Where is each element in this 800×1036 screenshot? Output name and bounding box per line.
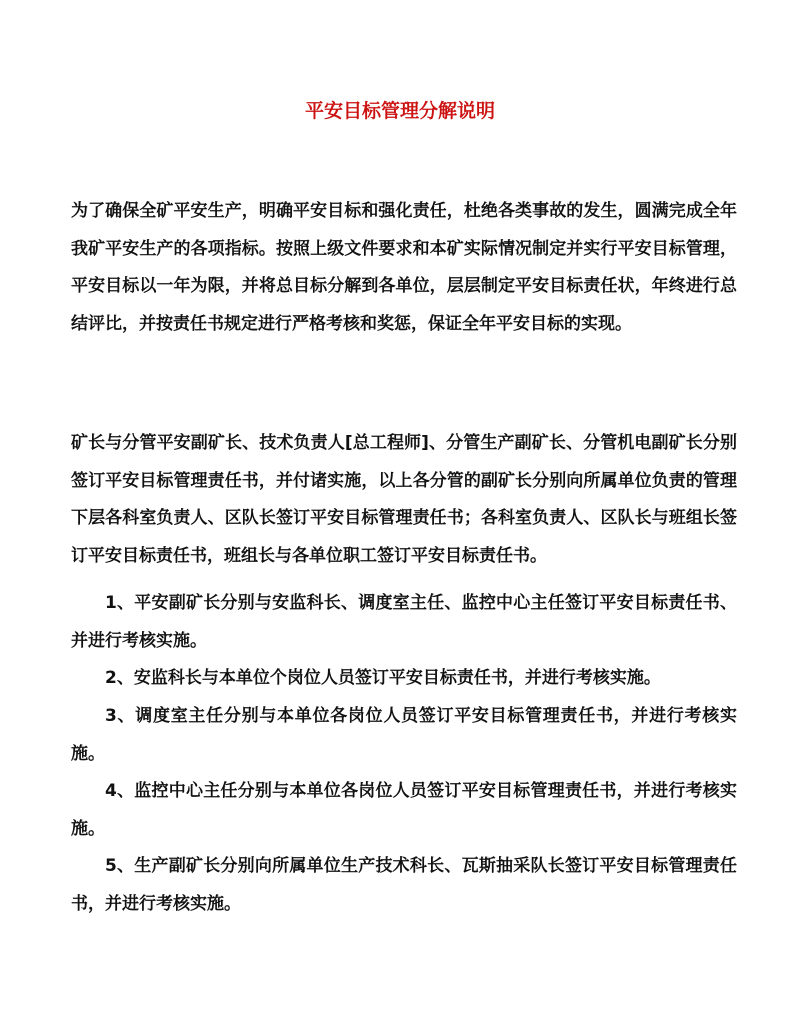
list-item: 3、调度室主任分别与本单位各岗位人员签订平安目标管理责任书，并进行考核实施。 (71, 706, 737, 764)
document-title: 平安目标管理分解说明 (304, 100, 495, 122)
list-item: 4、监控中心主任分别与本单位各岗位人员签订平安目标管理责任书，并进行考核实施。 (71, 781, 737, 839)
responsibility-paragraph: 矿长与分管平安副矿长、技术负责人[总工程师]、分管生产副矿长、分管机电副矿长分别签订平安目标管理责任书，并付诸实施，以上各分管的副矿长分别向所属单位负责的管理下层各科室负责人、区队长签订平安目标管理责任书；各科室负责人、区队长与班组长签订平安目标责任书，班组长与各单位职工签订平安目标责任书。 (71, 433, 737, 566)
list-item: 1、平安副矿长分别与安监科长、调度室主任、监控中心主任签订平安目标责任书、并进行考核实施。 (71, 593, 737, 651)
list-item: 5、生产副矿长分别向所属单位生产技术科长、瓦斯抽采队长签订平安目标管理责任书，并进行考核实施。 (71, 856, 737, 914)
intro-paragraph: 为了确保全矿平安生产，明确平安目标和强化责任，杜绝各类事故的发生，圆满完成全年我矿平安生产的各项指标。按照上级文件要求和本矿实际情况制定并实行平安目标管理，平安目标以一年为限，并将总目标分解到各单位，层层制定平安目标责任状，年终进行总结评比，并按责任书规定进行严格考核和奖惩，保证全年平安目标的实现。 (71, 201, 737, 334)
list-item: 2、安监科长与本单位个岗位人员签订平安目标责任书，并进行考核实施。 (105, 668, 661, 688)
